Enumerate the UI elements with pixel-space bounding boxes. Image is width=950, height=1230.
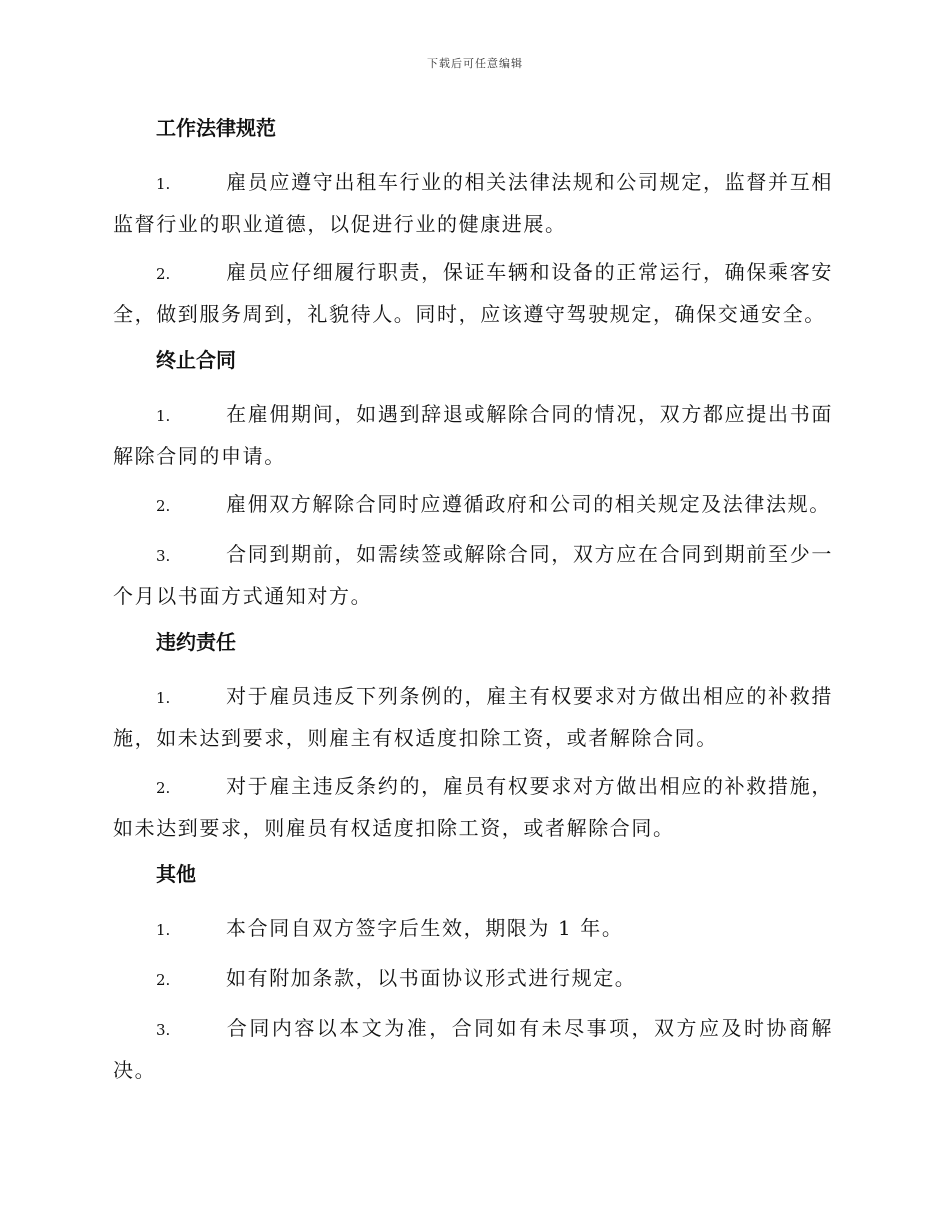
document-body bbox=[113, 110, 833, 1098]
clause-text: 对于雇员违反下列条例的，雇主有权要求对方做出相应的补救措施，如未达到要求，则雇主有权适度扣除工资，或者解除合同。 bbox=[113, 684, 833, 750]
section-heading: 工作法律规范 bbox=[156, 116, 276, 140]
clause-text: 雇员应遵守出租车行业的相关法律法规和公司规定，监督并互相监督行业的职业道德，以促进行业的健康进展。 bbox=[113, 170, 833, 236]
clause-text: 合同内容以本文为准，合同如有未尽事项，双方应及时协商解决。 bbox=[113, 1016, 833, 1082]
clause-paragraph bbox=[113, 1008, 833, 1090]
clause-number: 1. bbox=[156, 175, 171, 193]
clause-paragraph bbox=[113, 484, 833, 526]
clause-text: 对于雇主违反条约的，雇员有权要求对方做出相应的补救措施，如未达到要求，则雇员有权适度扣除工资，或者解除合同。 bbox=[113, 774, 833, 840]
clause-paragraph bbox=[113, 958, 833, 1000]
header-note: 下载后可任意编辑 bbox=[427, 57, 523, 70]
clause-number: 3. bbox=[156, 547, 171, 565]
clause-number: 1. bbox=[156, 921, 171, 939]
clause-paragraph bbox=[113, 252, 833, 334]
clause-paragraph bbox=[113, 394, 833, 476]
clause-paragraph bbox=[113, 908, 833, 950]
clause-number: 2. bbox=[156, 779, 171, 797]
clause-number: 3. bbox=[156, 1021, 171, 1039]
clause-number: 2. bbox=[156, 971, 171, 989]
clause-paragraph bbox=[113, 676, 833, 758]
clause-text: 合同到期前，如需续签或解除合同，双方应在合同到期前至少一个月以书面方式通知对方。 bbox=[113, 542, 833, 608]
section-heading: 违约责任 bbox=[156, 630, 236, 654]
clause-number: 1. bbox=[156, 689, 171, 707]
clause-number: 2. bbox=[156, 265, 171, 283]
clause-text: 在雇佣期间，如遇到辞退或解除合同的情况，双方都应提出书面解除合同的申请。 bbox=[113, 402, 833, 468]
clause-paragraph bbox=[113, 162, 833, 244]
clause-number: 2. bbox=[156, 497, 171, 515]
clause-text: 本合同自双方签字后生效，期限为 1 年。 bbox=[226, 916, 624, 940]
clause-text: 雇佣双方解除合同时应遵循政府和公司的相关规定及法律法规。 bbox=[226, 492, 831, 516]
clause-number: 1. bbox=[156, 407, 171, 425]
clause-paragraph bbox=[113, 534, 833, 616]
clause-paragraph bbox=[113, 766, 833, 848]
clause-text: 雇员应仔细履行职责，保证车辆和设备的正常运行，确保乘客安全，做到服务周到，礼貌待人。同时，应该遵守驾驶规定，确保交通安全。 bbox=[113, 260, 833, 326]
clause-text: 如有附加条款，以书面协议形式进行规定。 bbox=[226, 966, 637, 990]
section-heading: 其他 bbox=[156, 862, 196, 886]
section-heading: 终止合同 bbox=[156, 348, 236, 372]
